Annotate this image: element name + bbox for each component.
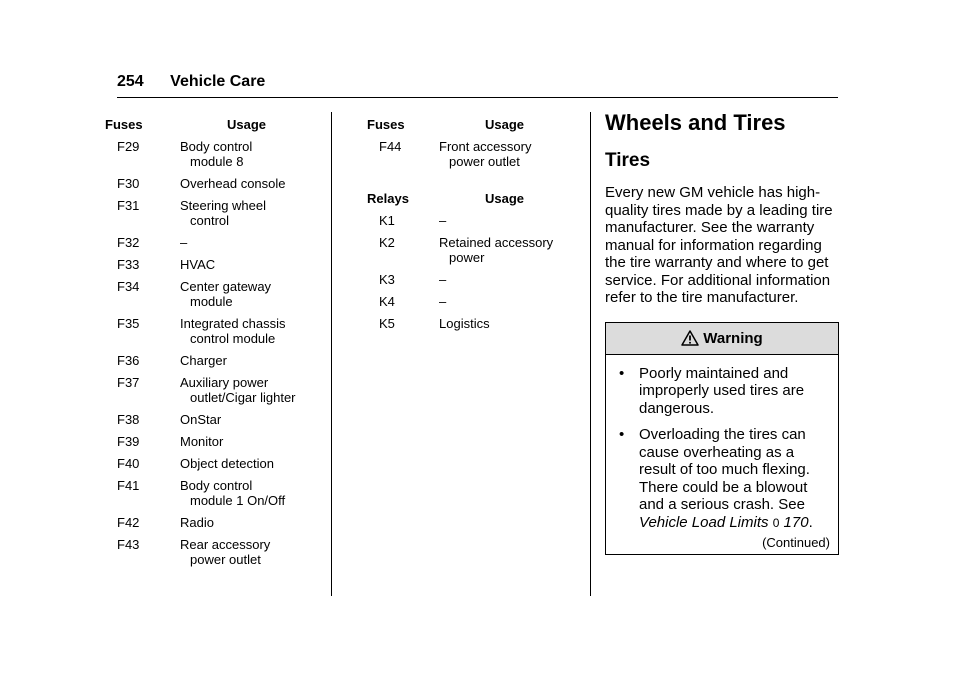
usage-line-1: OnStar — [180, 412, 222, 427]
header-relays: Relays — [367, 191, 409, 206]
row-id: F35 — [117, 316, 140, 331]
usage-line-2: power — [449, 250, 485, 265]
table-row — [105, 257, 330, 272]
table-row — [367, 213, 582, 228]
row-usage — [180, 353, 330, 368]
usage-line-1: Front accessory — [439, 139, 532, 154]
usage-line-1: Rear accessory — [180, 537, 271, 552]
row-usage — [439, 316, 582, 331]
section-heading: Wheels and Tires — [605, 110, 786, 135]
table-row — [105, 456, 330, 471]
usage-line-1: – — [439, 294, 447, 309]
usage-line-1: Retained accessory — [439, 235, 554, 250]
row-id: F40 — [117, 456, 140, 471]
header-usage: Usage — [485, 191, 525, 206]
row-id: K1 — [379, 213, 395, 228]
column-divider-1 — [331, 112, 332, 596]
table-row — [367, 294, 582, 309]
section-title: Vehicle Care — [170, 73, 266, 90]
usage-line-1: – — [439, 213, 447, 228]
row-usage — [180, 537, 330, 567]
table-row — [105, 279, 330, 309]
row-id: K3 — [379, 272, 395, 287]
table-row — [105, 198, 330, 228]
usage-line-1: Charger — [180, 353, 227, 368]
bullet-text: Poorly maintained and improperly used tires are dangerous. — [639, 364, 805, 417]
row-usage — [180, 412, 330, 427]
header-fuses: Fuses — [105, 117, 143, 132]
row-id: K2 — [379, 235, 395, 250]
table-header — [367, 191, 582, 206]
header-rule — [117, 97, 838, 98]
row-usage — [180, 375, 330, 405]
header-usage: Usage — [227, 117, 267, 132]
bullet-marker: • — [619, 426, 625, 443]
table-row — [367, 316, 582, 331]
right-column — [605, 110, 840, 555]
table-header — [105, 117, 330, 132]
row-id: F36 — [117, 353, 140, 368]
page-number: 254 — [117, 73, 144, 90]
row-id: F30 — [117, 176, 140, 191]
bullet-marker: • — [619, 364, 625, 382]
warning-body — [606, 355, 838, 555]
xref-end: . — [808, 513, 813, 531]
bullet-text: Overloading the tires can cause overheating as a result of too much flexing. There could be a blowout and a serious crash. See — [639, 426, 810, 513]
page-header — [117, 73, 265, 91]
fuse-table-left — [105, 117, 330, 574]
row-id: F41 — [117, 478, 140, 493]
usage-line-1: Overhead console — [180, 176, 286, 191]
table-row — [105, 537, 330, 567]
usage-line-1: Object detection — [180, 456, 274, 471]
row-usage — [180, 316, 330, 346]
warning-header — [606, 323, 838, 355]
table-row — [105, 235, 330, 250]
row-usage — [180, 434, 330, 449]
table-row — [105, 139, 330, 169]
row-usage — [180, 456, 330, 471]
row-usage — [439, 294, 582, 309]
row-id: F31 — [117, 198, 140, 213]
table-row — [105, 316, 330, 346]
table-header — [367, 117, 582, 132]
table-row — [105, 375, 330, 405]
row-id: F44 — [379, 139, 402, 154]
row-usage — [180, 235, 330, 250]
usage-line-2: control — [190, 213, 230, 228]
xref-link[interactable]: Vehicle Load Limits — [639, 513, 769, 531]
usage-line-1: Body control — [180, 139, 253, 154]
row-usage — [180, 515, 330, 530]
row-usage — [180, 478, 330, 508]
row-id: K5 — [379, 316, 395, 331]
table-row — [367, 272, 582, 287]
row-id: F37 — [117, 375, 140, 390]
xref-page[interactable]: 170 — [783, 513, 809, 531]
warning-box — [605, 322, 839, 556]
column-divider-2 — [590, 112, 591, 596]
row-usage — [439, 213, 582, 228]
row-usage — [439, 139, 582, 169]
warning-bullet — [614, 365, 830, 418]
header-usage: Usage — [485, 117, 525, 132]
row-id: F42 — [117, 515, 140, 530]
warning-title: Warning — [703, 329, 763, 347]
usage-line-1: Auxiliary power — [180, 375, 269, 390]
table-row — [367, 235, 582, 265]
usage-line-1: Logistics — [439, 316, 490, 331]
usage-line-2: module 8 — [190, 154, 244, 169]
bullet-text-with-xref — [639, 426, 830, 532]
table-row — [105, 176, 330, 191]
table-row — [105, 412, 330, 427]
table-row — [105, 515, 330, 530]
continued-label: (Continued) — [762, 535, 830, 550]
table-row — [105, 434, 330, 449]
usage-line-1: Monitor — [180, 434, 224, 449]
row-usage — [180, 257, 330, 272]
header-fuses: Fuses — [367, 117, 405, 132]
table-row — [105, 478, 330, 508]
row-id: F34 — [117, 279, 140, 294]
table-row — [367, 139, 582, 169]
page-reference-icon: 0 — [772, 515, 780, 530]
usage-line-1: HVAC — [180, 257, 216, 272]
warning-bullet — [614, 426, 830, 532]
row-id: F29 — [117, 139, 140, 154]
usage-line-1: Steering wheel — [180, 198, 266, 213]
usage-line-2: module — [190, 294, 233, 309]
subsection-heading: Tires — [605, 150, 651, 171]
row-usage — [180, 198, 330, 228]
usage-line-1: – — [439, 272, 447, 287]
usage-line-1: – — [180, 235, 188, 250]
row-usage — [180, 279, 330, 309]
row-usage — [180, 176, 330, 191]
warning-icon — [681, 330, 699, 346]
usage-line-2: module 1 On/Off — [190, 493, 286, 508]
row-usage — [439, 235, 582, 265]
row-id: F39 — [117, 434, 140, 449]
table-row — [105, 353, 330, 368]
row-id: F38 — [117, 412, 140, 427]
tires-paragraph: Every new GM vehicle has high-quality tires made by a leading tire manufacturer. See the warranty manual for information regarding the tire warranty and where to get service. For additional information refer to the tire manufacturer. — [605, 184, 833, 306]
row-id: F32 — [117, 235, 140, 250]
usage-line-2: power outlet — [449, 154, 520, 169]
row-id: F43 — [117, 537, 140, 552]
relay-table — [367, 191, 582, 338]
usage-line-1: Body control — [180, 478, 253, 493]
usage-line-1: Radio — [180, 515, 214, 530]
usage-line-2: outlet/Cigar lighter — [190, 390, 296, 405]
usage-line-2: control module — [190, 331, 276, 346]
fuse-table-mid — [367, 117, 582, 176]
row-usage — [439, 272, 582, 287]
row-id: F33 — [117, 257, 140, 272]
row-id: K4 — [379, 294, 395, 309]
row-usage — [180, 139, 330, 169]
usage-line-2: power outlet — [190, 552, 261, 567]
usage-line-1: Center gateway — [180, 279, 272, 294]
usage-line-1: Integrated chassis — [180, 316, 286, 331]
